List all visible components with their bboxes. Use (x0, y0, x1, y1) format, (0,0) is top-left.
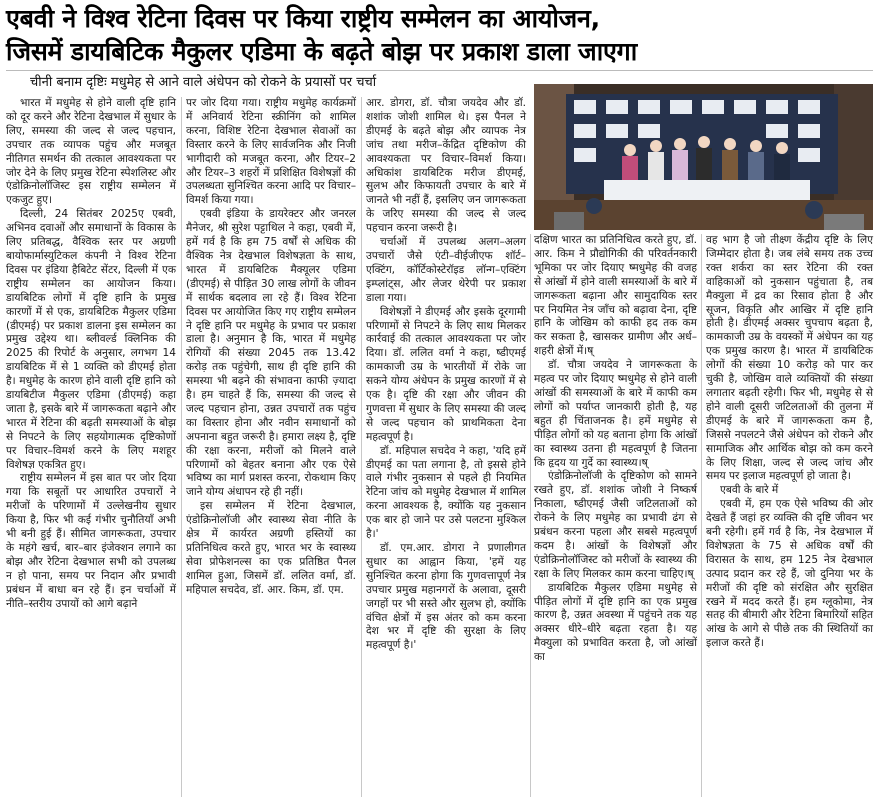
headline (6, 2, 873, 68)
article-column-4 (534, 234, 697, 799)
article-paragraph: डायबिटिक मैकुलर एडिमा मधुमेह से पीड़ित लोगों में दृष्टि हानि का एक प्रमुख कारण है, उन्नत अवस्था में पहुंचने तक यह अक्सर धीरे–धीरे बढ़ता रहता है। यह मैक्युला को प्रभावित करता है, जो आंखों का (534, 581, 697, 664)
column-rule (361, 97, 362, 797)
article-column-1 (6, 97, 176, 797)
section-heading-about-abbvie: एबवी के बारे में (720, 484, 779, 497)
article-paragraph: भारत में मधुमेह से होने वाली दृष्टि हानि को दूर करने और रेटिना देखभाल में सुधार के लिए, समस्या की जल्द से जल्द पहचान, उपचार तक व्यापक पहुंच और मजबूत नीतिगत समर्थन की तत्काल आवश्यकता पर जोर देने के लिए प्रमुख रेटिना स्पेशलिस्ट और एंडोक्रिनोलॉजिस्ट इस राष्ट्रीय सम्मेलन में एकजुट हुए। (6, 97, 176, 207)
article-paragraph: वह भाग है जो तीक्ष्ण केंद्रीय दृष्टि के लिए जिम्मेदार होता है। जब लंबे समय तक उच्च रक्त शर्करा का स्तर रेटिना की रक्त वाहिकाओं को नुकसान पहुंचाता है, तब मैक्युला में द्रव का रिसाव होता है और सूजन, विकृति और आखिर में दृष्टि हानि होती है। डीएमई अक्सर चुपचाप बढ़ता है, कामकाजी उम्र के वयस्कों में अंधेपन का यह एक प्रमुख कारण है। भारत में डायबिटिक लोगों की संख्या 10 करोड़ को पार कर चुकी है, जोखिम वाले व्यक्तियों की संख्या लगातार बढ़ती रहेगी। फिर भी, मधुमेह से से होने वाली दूसरी जटिलताओं की तुलना में डीएमई के बारे में जागरूकता कम है, जिससे नपलटने जैसे अंधेपन को रोकने और सामाजिक और आर्थिक बोझ को कम करने के लिए शिक्षा, जल्द से जल्द जांच और समय पर इलाज महत्वपूर्ण हो जाता है। (706, 234, 873, 483)
article-paragraph: डॉ. महिपाल सचदेव ने कहा, 'यदि हमें डीएमई का पता लगाना है, तो इससे होने वाले गंभीर नुकसान से पहले ही नियमित रेटिना जांच को मधुमेह देखभाल में शामिल करना आवश्यक है, क्योंकि यह नुकसान एक बार हो जाने पर उसे पलटना मुश्किल है।' (366, 444, 526, 541)
headline-line-1: एबवी ने विश्व रेटिना दिवस पर किया राष्ट्रीय सम्मेलन का आयोजन, (6, 4, 600, 33)
headline-line-2: जिसमें डायबिटिक मैकुलर एडिमा के बढ़ते बोझ पर प्रकाश डाला जाएगा (6, 37, 637, 66)
article-column-3 (366, 97, 526, 797)
article-paragraph: राष्ट्रीय सम्मेलन में इस बात पर जोर दिया गया कि सबूतों पर आधारित उपचारों ने मरीजों के परिणामों में उल्लेखनीय सुधार किया है, फिर भी कई गंभीर चुनौतियाँ अभी भी बनी हुई हैं। सीमित जागरूकता, उपचार के महंगे खर्च, बार–बार इंजेक्शन लगाने का बोझ और रेटिना देखभाल सभी को उपलब्ध न हो पाना, समय पर निदान और प्रभावी प्रबंधन में बाधा बन रहे हैं। इन चर्चाओं में नीति–स्तरीय उपायों को आगे बढ़ाने (6, 472, 176, 610)
article-paragraph: इस सम्मेलन में रेटिना देखभाल, एंडोक्रिनोलॉजी और स्वास्थ्य सेवा नीति के क्षेत्र में कार्यरत अग्रणी हस्तियों का प्रतिनिधित्व करते हुए, भारत भर के स्वास्थ्य सेवा प्रोफेशनल्स का एक प्रतिष्ठित पैनल शामिल हुआ, जिसमें डॉ. ललित वर्मा, डॉ. महिपाल सचदेव, डॉ. आर. किम, डॉ. एम. (186, 500, 356, 596)
article-paragraph: आर. डोगरा, डॉ. चौत्रा जयदेव और डॉ. शशांक जोशी शामिल थे। इस पैनल ने डीएमई के बढ़ते बोझ और व्यापक नेत्र जांच तथा मरीज–केंद्रित दृष्टिकोण की आवश्यकता पर विचार–विमर्श किया। अधिकांश डायबिटिक मरीज डीएमई, सुलभ और किफायती उपचार के बारे में जानते भी नहीं हैं, इसलिए जन जागरूकता के जरिए समस्या की जल्द से जल्द पहचान करना जरूरी है। (366, 97, 526, 235)
article-paragraph: चर्चाओं में उपलब्ध अलग–अलग उपचारों जैसे एंटी–वीईजीएफ शॉर्ट–एक्टिंग, कॉर्टिकोस्टेरॉइड लॉन्ग–एक्टिंग इम्प्लांट्स, और लेजर थेरेपी पर प्रकाश डाला गया। (366, 236, 526, 304)
column-rule (530, 234, 531, 797)
column-rule (181, 97, 182, 797)
headline-rule (6, 70, 873, 71)
event-photo (534, 84, 873, 230)
article-paragraph: दक्षिण भारत का प्रतिनिधित्व करते हुए, डॉ. आर. किम ने प्रौद्योगिकी की परिवर्तनकारी भूमिका पर जोर दियाए ष्मधुमेह की वजह से आंखों में होने वाली समस्याओं के बारे में जागरूकता बढ़ाना और सामुदायिक स्तर पर नियमित नेत्र जाँच को बढ़ावा देना, दृष्टि हानि के जोखिम को काफी हद तक कम कर सकता है, खासकर ग्रामीण और अर्ध–शहरी क्षेत्रों में।ष् (534, 234, 697, 358)
column-rule (701, 234, 702, 797)
article-paragraph: एंडोक्रिनोलॉजी के दृष्टिकोण को सामने रखते हुए, डॉ. शशांक जोशी ने निष्कर्ष निकाला, ष्डीएमई जैसी जटिलताओं को रोकने के लिए मधुमेह का प्रभावी ढंग से प्रबंधन करना पहला और सबसे महत्वपूर्ण कदम है। आंखों के विशेषज्ञों और एंडोक्रिनोलॉजिस्ट को मरीजों के स्वास्थ्य की रक्षा के लिए मिलकर काम करना चाहिए।ष् (534, 470, 697, 580)
article-column-5 (706, 234, 873, 799)
article-paragraph: दिल्ली, 24 सितंबर 2025ए एबवी, अभिनव दवाओं और समाधानों के विकास के लिए प्रतिबद्ध, वैश्विक स्तर पर अग्रणी बायोफार्मास्युटिकल कंपनी ने विश्व रेटिना दिवस पर इंडिया हैबिटेट सेंटर, दिल्ली में एक राष्ट्रीय सम्मेलन का आयोजन किया। डायबिटिक लोगों में दृष्टि हानि के प्रमुख कारणों में से एक, डायबिटिक मैकुलर एडिमा (डीएमई) पर प्रकाश डालना इस सम्मेलन का प्रमुख उद्देश्य था। ब्लीवर्ल्ड क्लिनिक की 2025 की रिपोर्ट के अनुसार, लगभग 14 डायबिटिक में से 1 व्यक्ति को डीएमई होता है। मधुमेह के कारण होने वाली दृष्टि हानि को डायबिटीज मैकुलर एडिमा (डीएमई) कहा जाता है, इसके बारे में जागरूकता बढ़ाने और भारत में रेटिना की बढ़ती समस्याओं के बोझ से निपटने के लिए सहयोगात्मक दृष्टिकोणों पर विचार–विमर्श करने के लिए मशहूर विशेषज्ञ एकत्रित हुए। (6, 208, 176, 471)
subheadline: चीनी बनाम दृष्टिः मधुमेह से आने वाले अंधेपन को रोकने के प्रयासों पर चर्चा (30, 75, 377, 90)
article-paragraph: विशेषज्ञों ने डीएमई और इसके दूरगामी परिणामों से निपटने के लिए साथ मिलकर कार्रवाई की तत्काल आवश्यकता पर जोर दिया। डॉ. ललित वर्मा ने कहा, ष्डीएमई कामकाजी उम्र के भारतीयों में रोके जा सकने योग्य अंधेपन के प्रमुख कारणों में से एक है। दृष्टि की रक्षा और जीवन की गुणवत्ता में सुधार के लिए समस्या की जल्द से जल्द पहचान को प्राथमिकता देना महत्वपूर्ण है। (366, 305, 526, 443)
event-photo-illustration (534, 84, 873, 230)
article-paragraph: एबवी में, हम एक ऐसे भविष्य की ओर देखते हैं जहां हर व्यक्ति की दृष्टि जीवन भर बनी रहेगी। हमें गर्व है कि, नेत्र देखभाल में विशेषज्ञता के 75 से अधिक वर्षों की विरासत के साथ, हम 125 नेत्र देखभाल उत्पाद प्रदान कर रहे हैं, जो दुनिया भर के मरीजों की दृष्टि को संरक्षित और सुरक्षित रखने में मदद करते हैं। हम ग्लूकोमा, नेत्र सतह की बीमारी और रेटिना बिमारियों सहित आंख के आगे से पीछे तक की स्थितियों का इलाज करते हैं। (706, 498, 873, 650)
article-paragraph: एबवी इंडिया के डायरेक्टर और जनरल मैनेजर, श्री सुरेश पट्टाथिल ने कहा, एबवी में, हमें गर्व है कि हम 75 वर्षों से अधिक की वैश्विक नेत्र देखभाल विशेषज्ञता के साथ, भारत में डायबिटिक मैक्यूलर एडिमा (डीएमई) से पीड़ित 30 लाख लोगों के जीवन में सार्थक बदलाव ला रहे हैं। विश्व रेटिना दिवस पर आयोजित किए गए राष्ट्रीय सम्मेलन ने दृष्टि हानि पर मधुमेह के प्रभाव पर प्रकाश डाला है। अनुमान है कि, भारत में मधुमेह रोगियों की संख्या 2045 तक 13.42 करोड़ तक पहुंचेगी, साथ ही दृष्टि हानि की समस्या भी बढ़ने की संभावना काफी ज़्यादा है। हम चाहते हैं कि, समस्या की जल्द से जल्द पहचान होना, उन्नत उपचारों तक पहुंच का विस्तार होना और नवीन समाधानों को अपनाना बहुत जरूरी है। हमारा लक्ष्य है, दृष्टि की रक्षा करना, मरीजों को मिलने वाले परिणामों को बेहतर बनाना और एक ऐसे भविष्य का मार्ग प्रशस्त करना, रोकथाम किए जाने योग्य अंधापन रहे ही नहीं। (186, 208, 356, 499)
article-column-2 (186, 97, 356, 797)
article-paragraph: डॉ. चौत्रा जयदेव ने जागरूकता के महत्व पर जोर दियाए ष्मधुमेह से होने वाली आंखों की समस्याओं के बारे में काफी कम लोगों को पर्याप्त जानकारी होती है, यह बहुत ही चिंताजनक है। हमें मधुमेह से पीड़ित लोगों को यह बताना होगा कि आंखों का स्वास्थ्य उतना ही महत्वपूर्ण है जितना कि हृदय या गुर्दे का स्वास्थ्य।ष् (534, 359, 697, 469)
article-paragraph: पर जोर दिया गया। राष्ट्रीय मधुमेह कार्यक्रमों में अनिवार्य रेटिना स्क्रीनिंग को शामिल करना, विशिष्ट रेटिना देखभाल सेवाओं का विस्तार करने के लिए सार्वजनिक और निजी भागीदारी को मजबूत करना, और टियर–2 और टियर–3 शहरों में प्रशिक्षित विशेषज्ञों की उपलब्धता सुनिश्चित करना आदि पर विचार–विमर्श किया गया। (186, 97, 356, 207)
article-paragraph: डॉ. एम.आर. डोगरा ने प्रणालीगत सुधार का आह्वान किया, 'हमें यह सुनिश्चित करना होगा कि गुणवत्तापूर्ण नेत्र उपचार प्रमुख महानगरों के अलावा, दूसरी जगहों पर भी सस्ते और सुलभ हो, क्योंकि वंचित क्षेत्रों में इस अंतर को कम करना देश भर में दृष्टि की सुरक्षा के लिए महत्वपूर्ण है।' (366, 542, 526, 652)
